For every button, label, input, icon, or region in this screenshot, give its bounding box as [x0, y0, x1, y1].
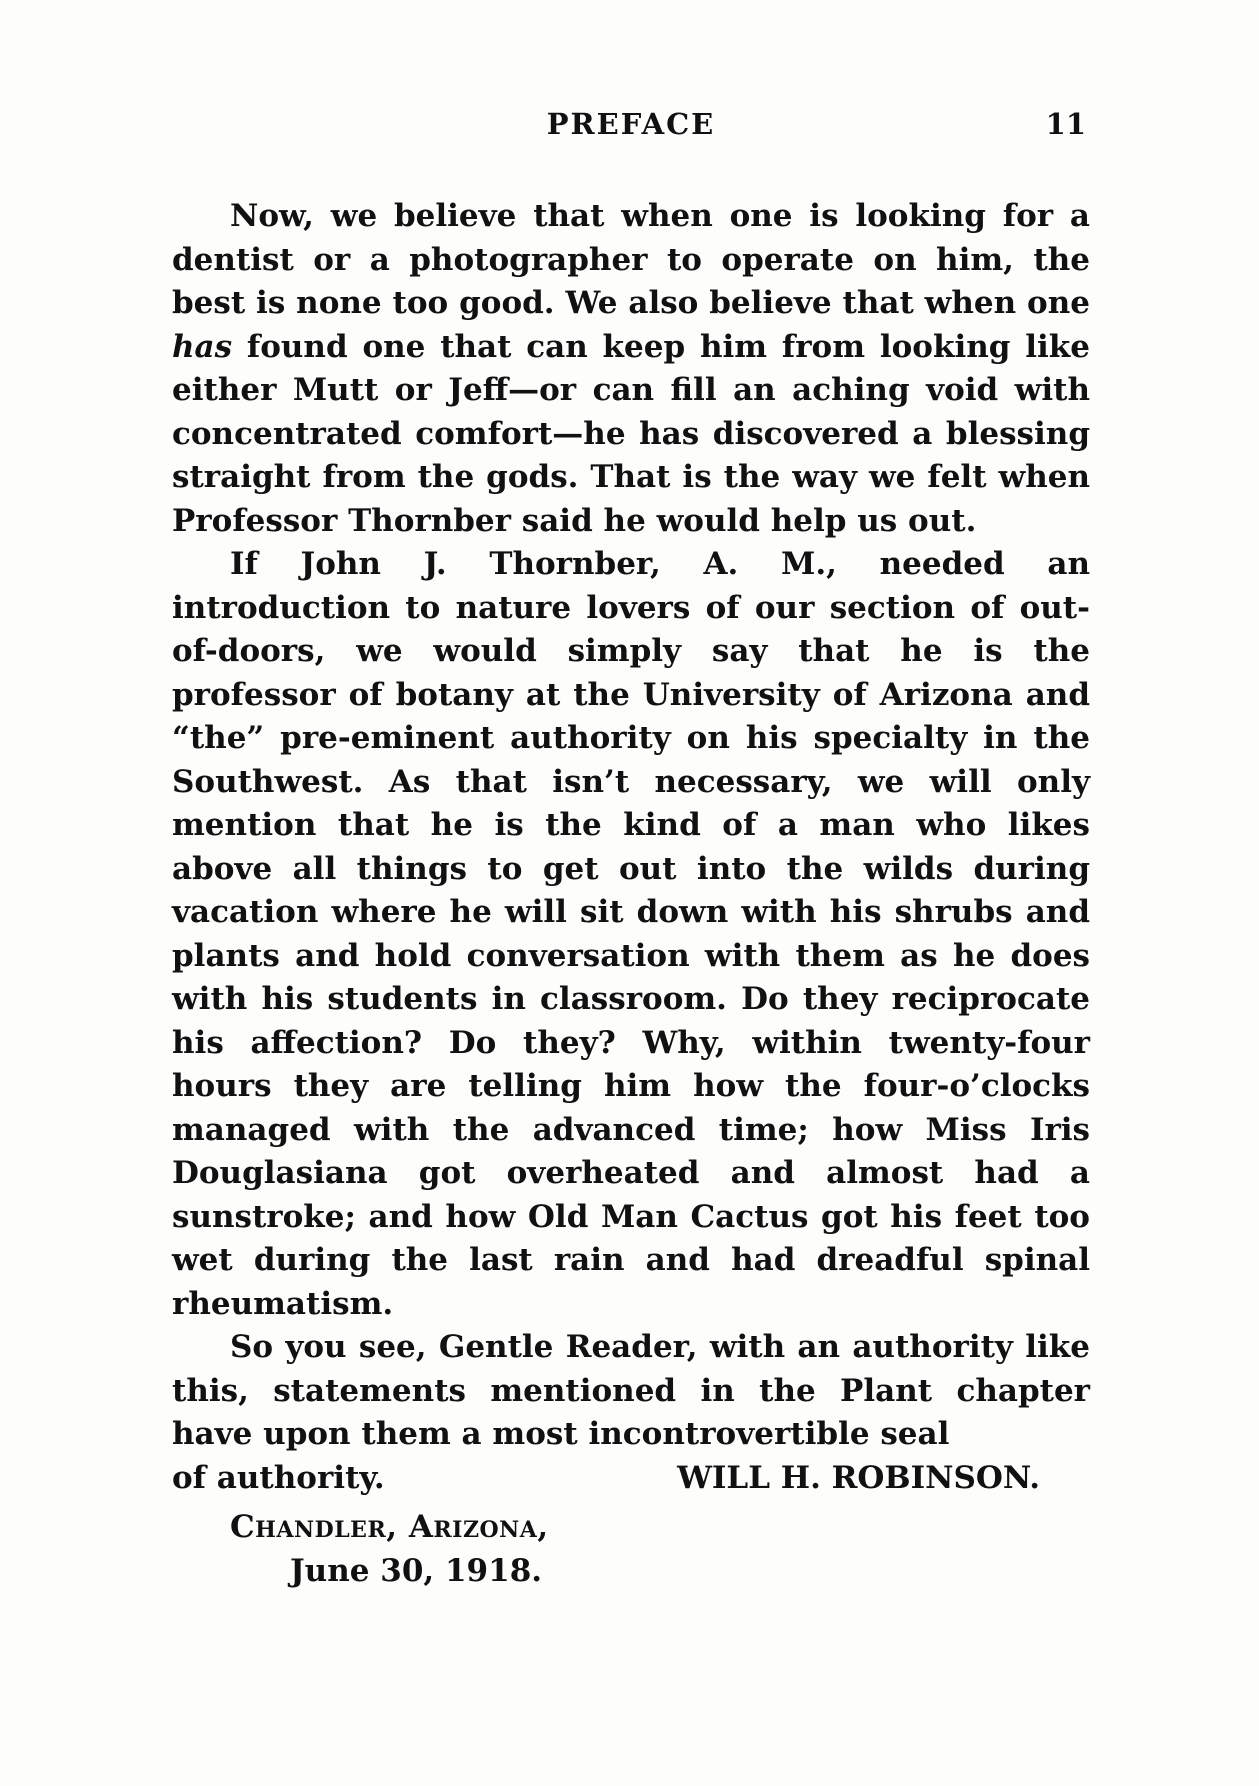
page-number: 11	[1045, 107, 1086, 141]
place-line: Chandler, Arizona,	[230, 1509, 549, 1545]
signature-line	[172, 1457, 1090, 1501]
text-block	[172, 107, 1090, 1593]
running-head: PREFACE	[546, 107, 716, 141]
paragraph: If John J. Thornber, A. M., needed an introduction to nature lovers of our section of out-of-doors, we would simply say that he is the professor of botany at the University of Arizona and “the” pre-eminent authority on his specialty in the Southwest. As that isn’t necessary, we will only mention that he is the kind of a man who likes above all things to get out into the wilds during vacation where he will sit down with his shrubs and plants and hold conversation with them as he does with his students in classroom. Do they reciprocate his affection? Do they? Why, within twenty-four hours they are telling him how the four-o’clocks managed with the advanced time; how Miss Iris Douglasiana got overheated and almost had a sunstroke; and how Old Man Cactus got his feet too wet during the last rain and had dreadful spinal rheumatism.	[172, 546, 1090, 1322]
closing-text: of authority.	[172, 1459, 385, 1496]
paragraph-text: Now, we believe that when one is looking for a dentist or a photographer to operate on him, the best is none too good. We also believe that when one	[172, 198, 1090, 321]
paragraph: So you see, Gentle Reader, with an authority like this, statements mentioned in the Plant chapter have upon them a most incontrovertible seal	[172, 1329, 1090, 1452]
preface-body	[172, 195, 1090, 1593]
author-signature: WILL H. ROBINSON.	[677, 1459, 1040, 1496]
page-header	[172, 107, 1090, 151]
emphasized-word: has	[172, 328, 233, 365]
paragraph	[172, 195, 1090, 543]
date-line: June 30, 1918.	[290, 1552, 543, 1589]
paragraph-text: found one that can keep him from looking like either Mutt or Jeff—or can fill an aching void with concentrated comfort—he has discovered a blessing straight from the gods. That is the way we felt when Professor Thornber said he would help us out.	[172, 328, 1090, 539]
